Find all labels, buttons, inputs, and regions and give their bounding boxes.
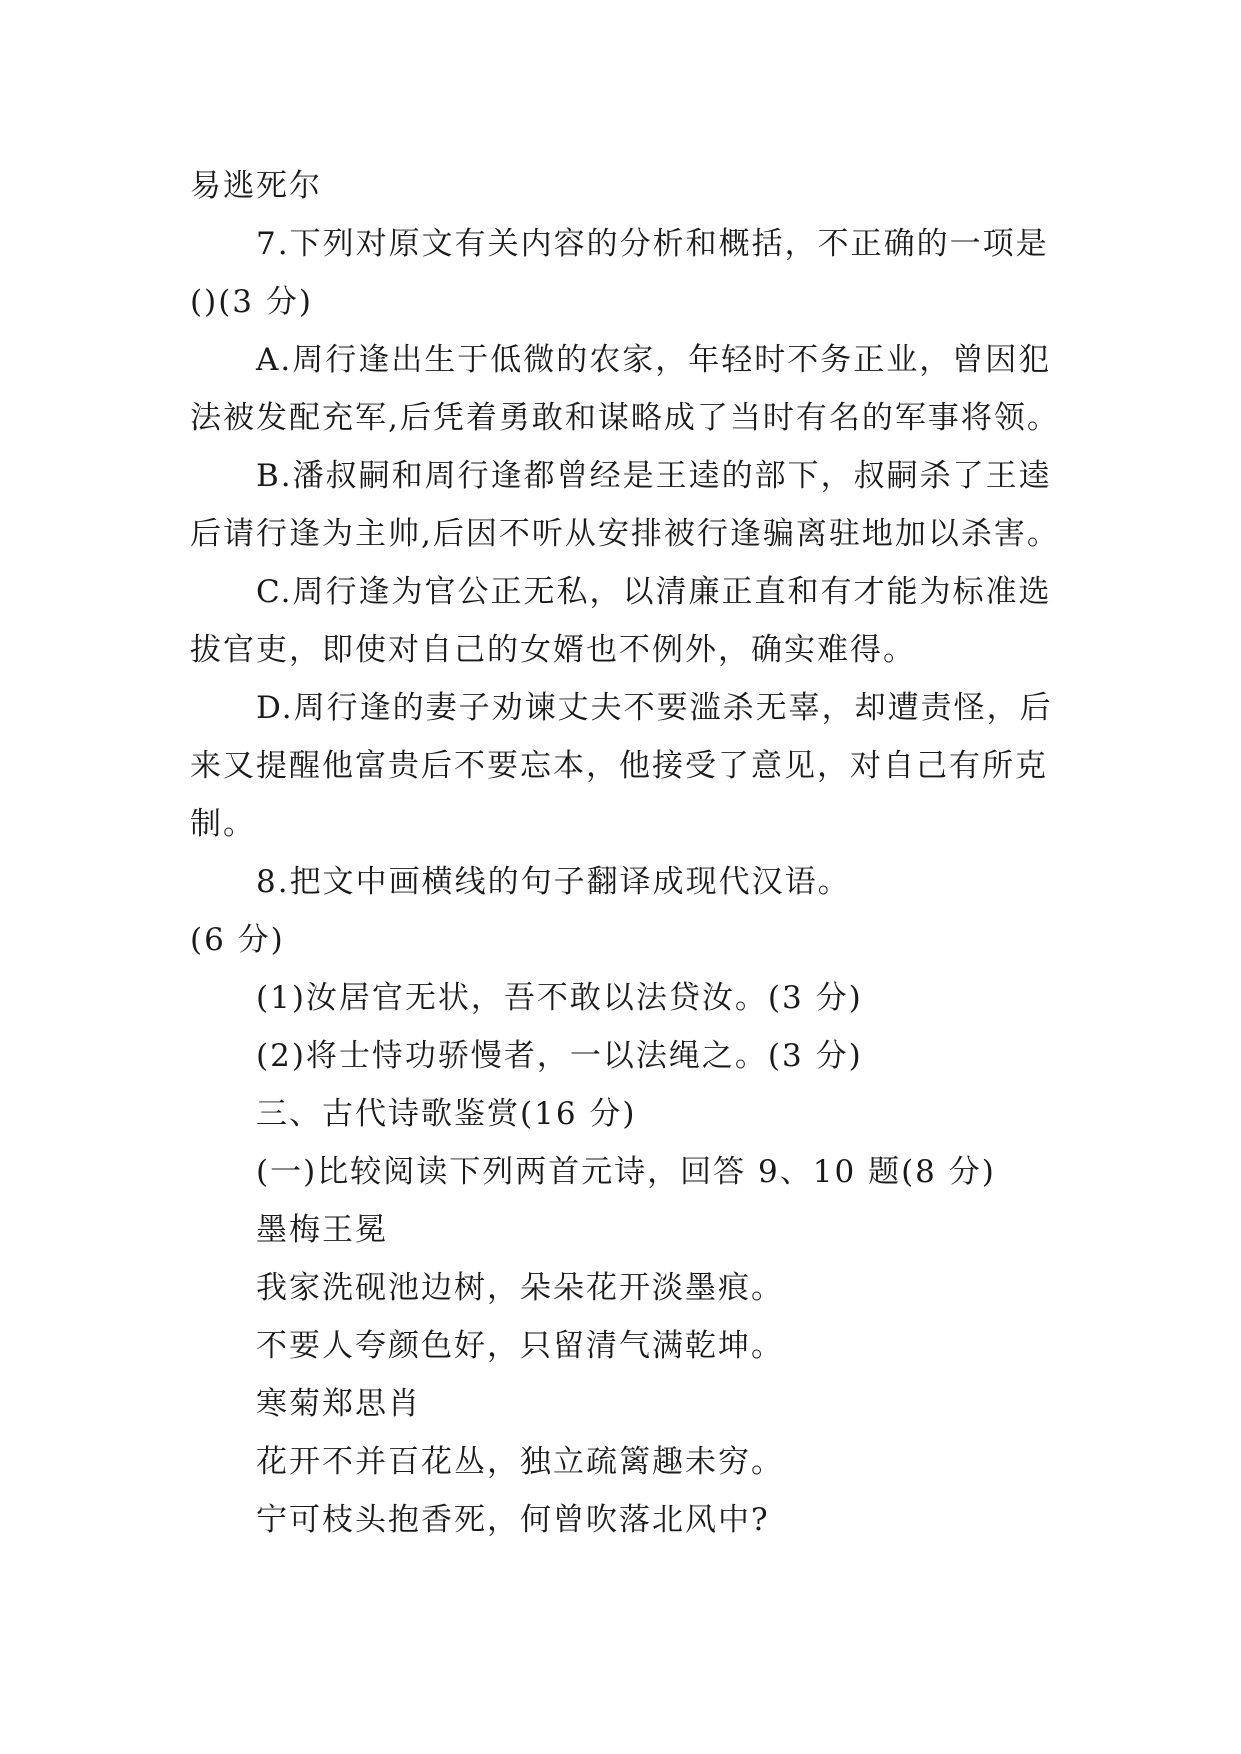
option-d-line-3: 制。 [190, 806, 256, 842]
question-8-item-1: (1)汝居官无状，吾不敢以法贷汝。(3 分) [256, 980, 863, 1016]
question-8-score: (6 分) [190, 922, 285, 958]
poem-1-line-2: 不要人夸颜色好，只留清气满乾坤。 [256, 1328, 784, 1364]
option-b-line-1: B.潘叔嗣和周行逢都曾经是王逵的部下，叔嗣杀了王逵 [256, 458, 1052, 494]
poem-2-line-1: 花开不并百花丛，独立疏篱趣未穷。 [256, 1444, 784, 1480]
option-d-line-2: 来又提醒他富贵后不要忘本，他接受了意见，对自己有所克 [190, 748, 1048, 784]
question-7-score: ()(3 分) [190, 284, 313, 320]
poem-2-title: 寒菊郑思肖 [256, 1386, 421, 1422]
question-7-stem: 7.下列对原文有关内容的分析和概括，不正确的一项是 [256, 226, 1049, 262]
section-3-heading: 三、古代诗歌鉴赏(16 分) [256, 1096, 637, 1132]
option-a-line-2: 法被发配充军,后凭着勇敢和谋略成了当时有名的军事将领。 [190, 400, 1060, 436]
poem-2-line-2: 宁可枝头抱香死，何曾吹落北风中? [256, 1502, 770, 1538]
poem-1-title: 墨梅王冕 [256, 1212, 388, 1248]
subsection-1-heading: (一)比较阅读下列两首元诗，回答 9、10 题(8 分) [256, 1154, 996, 1190]
question-8-stem: 8.把文中画横线的句子翻译成现代汉语。 [256, 864, 851, 900]
option-a-line-1: A.周行逢出生于低微的农家，年轻时不务正业，曾因犯 [256, 342, 1052, 378]
text-line-continuation: 易逃死尔 [190, 168, 322, 204]
question-8-item-2: (2)将士恃功骄慢者，一以法绳之。(3 分) [256, 1038, 863, 1074]
option-d-line-1: D.周行逢的妻子劝谏丈夫不要滥杀无辜，却遭责怪，后 [256, 690, 1053, 726]
option-c-line-2: 拔官吏，即使对自己的女婿也不例外，确实难得。 [190, 632, 916, 668]
option-b-line-2: 后请行逢为主帅,后因不听从安排被行逢骗离驻地加以杀害。 [190, 516, 1060, 552]
poem-1-line-1: 我家洗砚池边树，朵朵花开淡墨痕。 [256, 1270, 784, 1306]
option-c-line-1: C.周行逢为官公正无私，以清廉正直和有才能为标准选 [256, 574, 1052, 610]
